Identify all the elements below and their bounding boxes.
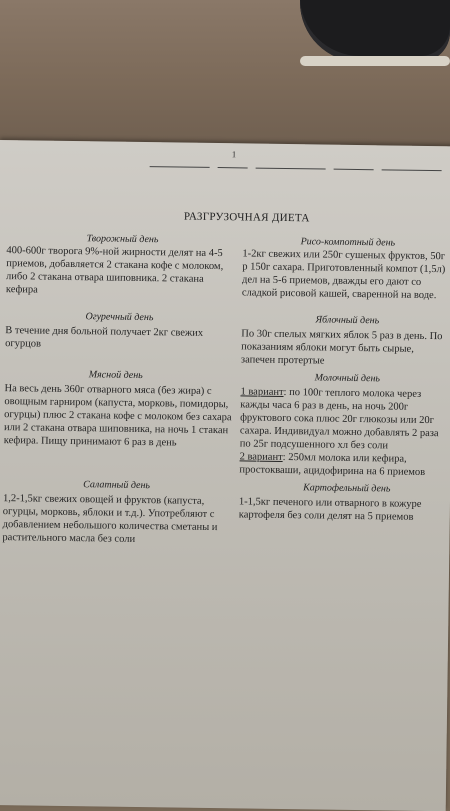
milk-variant-2-label: 2 вариант <box>239 451 283 463</box>
section-title-apple: Яблочный день <box>315 314 380 327</box>
milk-variant-1-text: : по 100г теплого молока через кажды часа 6 раз в день, на ночь 200г фруктового сока плюс 20г глюкозы или 20г сахара. Индивидуал можно добавлять 2 раза по 25г подсушенного хл без соли <box>239 386 439 452</box>
section-title-potato: Картофельный день <box>303 482 391 495</box>
milk-variant-1-label: 1 вариант <box>240 386 284 398</box>
section-title-rice-compote: Рисо-компотный день <box>300 236 396 249</box>
page-mark: 1 <box>231 149 237 160</box>
section-body-cucumber: В течение дня больной получает 2кг свежих огурцов <box>5 325 204 350</box>
section-body-rice-compote: 1-2кг свежих или 250г сушеных фруктов, 50г р 150г сахара. Приготовленный компот (1,5л) дел на 5-6 приемов, дважды его дают со сладкой рисовой кашей, сваренной на воде. <box>241 248 446 302</box>
header-rule <box>150 166 450 172</box>
section-body-salad: 1,2-1,5кг свежих овощей и фруктов (капуста, огурцы, морковь, яблоки и т.д.). Употребляют с добавлением небольшого количества сметаны и растительного масла без соли <box>2 493 218 545</box>
section-title-salad: Салатный день <box>83 479 151 492</box>
milk-variant-2-text: : 250мл молока или кефира, простокваши, ацидофирина на 6 приемов <box>239 451 426 478</box>
section-body-cottage-cheese: 400-600г творога 9%-ной жирности делят на 4-5 приемов, добавляется 2 стакана кофе с молоком, либо 2 стакана отвара шиповника. 2 стакана кефира <box>5 245 224 296</box>
section-title-meat: Мясной день <box>88 369 143 382</box>
document-title: РАЗГРУЗОЧНАЯ ДИЕТА <box>183 210 310 225</box>
section-title-milk: Молочный день <box>314 372 381 385</box>
section-body-milk <box>239 385 450 479</box>
section-title-cottage-cheese: Творожный день <box>86 233 159 246</box>
section-body-potato: 1-1,5кг печеного или отварного в кожуре картофеля без соли делят на 5 приемов <box>238 496 422 523</box>
section-title-cucumber: Огуречный день <box>85 311 154 324</box>
paper-sheet <box>0 140 450 811</box>
section-body-apple: По 30г спелых мягких яблок 5 раз в день. По показаниям яблоки могут быть сырые, запечен протертые <box>240 328 443 367</box>
section-body-meat: На весь день 360г отварного мяса (без жира) с овощным гарниром (капуста, морковь, помидоры, огурцы) плюс 2 стакана кофе с молоком без сахара или 2 стакана отвара шиповника, на ночь 1 стакан кефира. Пищу принимают 6 раз в день <box>3 383 232 449</box>
